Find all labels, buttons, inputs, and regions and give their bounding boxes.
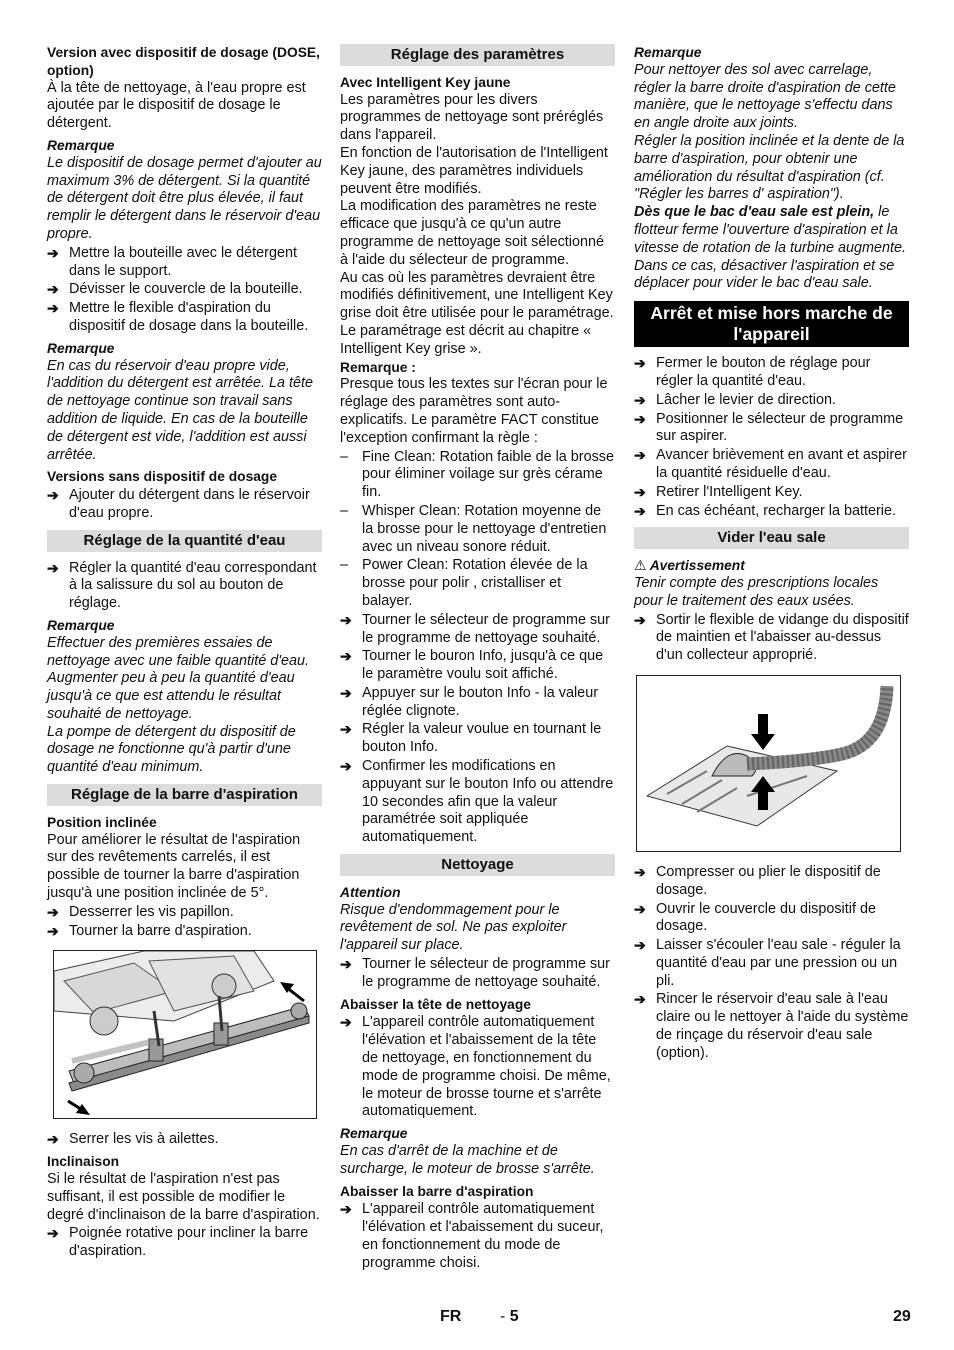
remark-text: Pour nettoyer des sol avec carrelage, régler la barre droite d'aspiration de cette manière, que le nettoyage s'effectu dans en angle droite aux joints.: [634, 61, 896, 132]
step: ➔ Régler la quantité d'eau correspondant à la salissure du sol au bouton de réglage.: [47, 559, 317, 612]
remark-heading: Remarque :: [340, 359, 416, 375]
step: ➔ Dévisser le couvercle de la bouteille.: [47, 281, 303, 298]
key-paragraph: Au cas où les paramètres devraient être modifiés définitivement, une Intelligent Key grise doit être utilisée pour le paramétrage. Le paramétrage est décrit au chapitre « Intelligent Key grise ».: [340, 269, 614, 357]
arrow-right-icon: ➔: [634, 483, 646, 500]
arrow-right-icon: ➔: [340, 648, 352, 665]
step: ➔ Régler la valeur voulue en tournant le bouton Info.: [340, 721, 602, 756]
arrow-right-icon: ➔: [340, 684, 352, 701]
squeegee-illustration: [54, 951, 316, 1118]
step: ➔ Tourner la barre d'aspiration.: [47, 922, 252, 939]
remark-text: Le dispositif de dosage permet d'ajouter au maximum 3% de détergent. Si la quantité de détergent doit être plus élevée, il faut remplir le détergent dans le réservoir d'eau propre.: [47, 154, 322, 242]
dash-item: – Whisper Clean: Rotation moyenne de la brosse pour le nettoyage d'entretien avec un niveau sonore réduit.: [340, 502, 607, 555]
section-band-params: Réglage des paramètres: [340, 44, 615, 66]
arrow-right-icon: ➔: [634, 937, 646, 954]
section-band-squeegee: Réglage de la barre d'aspiration: [47, 784, 322, 806]
section-title-stop: Arrêt et mise hors marche de l'appareil: [634, 301, 909, 347]
dash-item: – Power Clean: Rotation élevée de la brosse pour polir , cristalliser et balayer.: [340, 557, 588, 609]
attention-label: Attention: [340, 884, 401, 900]
step: ➔ Desserrer les vis papillon.: [47, 903, 234, 920]
warning-text: Tenir compte des prescriptions locales pour le traitement des eaux usées.: [634, 574, 879, 609]
nodose-heading: Versions sans dispositif de dosage: [47, 469, 278, 485]
arrow-right-icon: ➔: [47, 244, 59, 261]
tilt-heading: Inclinaison: [47, 1154, 120, 1170]
column-middle: [340, 44, 615, 1274]
step: ➔ Tourner le sélecteur de programme sur le programme de nettoyage souhaité.: [340, 956, 610, 990]
remark-text: En cas du réservoir d'eau propre vide, l'addition du détergent est arrêtée. La tête de nettoyage continue son travail sans addition de liquide. En cas de la bouteille de détergent est vide, l'addition est aussi arrêtée.: [47, 357, 313, 463]
step: ➔ En cas échéant, recharger la batterie.: [634, 502, 896, 519]
step: ➔ Fermer le bouton de réglage pour régler la quantité d'eau.: [634, 355, 871, 389]
step: ➔ Serrer les vis à ailettes.: [47, 1131, 219, 1148]
step: ➔ Retirer l'Intelligent Key.: [634, 483, 803, 500]
tilt-text: Si le résultat de l'aspiration n'est pas suffisant, il est possible de modifier le degré d'inclinaison de la barre d'aspiration.: [47, 1171, 320, 1223]
remark-text: Effectuer des premières essaies de nettoyage avec une faible quantité d'eau. Augmenter peu à peu la quantité d'eau jusqu'à ce que est attendu le résultat souhaité de nettoyage.: [47, 634, 309, 722]
attention-text: Risque d'endommagement pour le revêtement de sol. Ne pas exploiter l'appareil sur place.: [340, 901, 567, 954]
step: ➔ Tourner le bouron Info, jusqu'à ce que le paramètre voulu soit affiché.: [340, 648, 604, 683]
arrow-right-icon: ➔: [634, 611, 646, 628]
footer-page-number: - 5: [500, 1308, 519, 1325]
remark-text: En cas d'arrêt de la machine et de surcharge, le moteur de brosse s'arrête.: [340, 1143, 595, 1177]
key-paragraph: Les paramètres pour les divers programmes de nettoyage sont préréglés dans l'appareil.: [340, 91, 604, 144]
step: ➔ Ouvrir le couvercle du dispositif de dosage.: [634, 900, 876, 935]
section-band-clean: Nettoyage: [340, 854, 615, 876]
remark-text: La pompe de détergent du dispositif de dosage ne fonctionne qu'à partir d'une quantité d'eau minimum.: [47, 723, 296, 776]
arrow-right-icon: ➔: [47, 281, 59, 298]
column-right: [634, 44, 909, 1064]
arrow-right-icon: ➔: [634, 991, 646, 1008]
step: ➔ Laisser s'écouler l'eau sale - réguler la quantité d'eau par une pression ou un pli.: [634, 937, 901, 989]
dash-item: – Fine Clean: Rotation faible de la brosse pour éliminer voilage sur grès cérame fin.: [340, 448, 614, 501]
remark-label: Remarque: [340, 1126, 408, 1142]
arrow-right-icon: ➔: [340, 758, 352, 775]
step: ➔ Mettre la bouteille avec le détergent dans le support.: [47, 244, 297, 279]
step: ➔ Positionner le sélecteur de programme sur aspirer.: [634, 410, 904, 445]
dose-heading: Version avec dispositif de dosage (DOSE, option): [47, 45, 320, 78]
arrow-right-icon: ➔: [340, 1201, 352, 1218]
arrow-right-icon: ➔: [634, 355, 646, 372]
arrow-right-icon: ➔: [47, 1131, 59, 1148]
key-paragraph: La modification des paramètres ne reste efficace que jusqu'à ce qu'un autre programme de nettoyage soit sélectionné à l'aide du sélecteur de programme.: [340, 198, 604, 268]
arrow-right-icon: ➔: [47, 559, 59, 576]
arrow-right-icon: ➔: [47, 487, 59, 504]
arrow-right-icon: ➔: [340, 1014, 352, 1031]
warning-triangle-icon: ⚠: [634, 558, 647, 574]
remark-label: Remarque: [47, 340, 115, 356]
step: ➔ Poignée rotative pour incliner la barre d'aspiration.: [47, 1225, 309, 1260]
column-left: [47, 44, 322, 1262]
arrow-right-icon: ➔: [47, 1225, 59, 1242]
step: ➔ Sortir le flexible de vidange du dispositif de maintien et l'abaisser au-dessus d'un collecteur approprié.: [634, 611, 909, 664]
key-paragraph: En fonction de l'autorisation de l'Intelligent Key jaune, des paramètres individuels peuvent être modifiés.: [340, 144, 608, 197]
remark-label: Remarque: [634, 45, 702, 60]
step: ➔ Confirmer les modifications en appuyant sur le bouton Info ou attendre 10 secondes afin que la valeur paramétrée soit appliquée automatiquement.: [340, 758, 614, 846]
lower-bar-heading: Abaisser la barre d'aspiration: [340, 1183, 534, 1199]
incl-text: Pour améliorer le résultat de l'aspiration sur des revêtements carrelés, il est possible de tourner la barre d'aspiration jusqu'à une position inclinée de 5°.: [47, 831, 301, 902]
step: ➔ L'appareil contrôle automatiquement l'élévation et l'abaissement du suceur, en fonctionnement du mode de programme choisi.: [340, 1201, 604, 1271]
squeegee-figure: [53, 950, 317, 1119]
step: ➔ Rincer le réservoir d'eau sale à l'eau claire ou le nettoyer à l'aide du système de rinçage du réservoir d'eau sale (option).: [634, 991, 909, 1061]
dose-text: À la tête de nettoyage, à l'eau propre est ajoutée par le dispositif de dosage le détergent.: [47, 79, 306, 132]
arrow-right-icon: ➔: [340, 721, 352, 738]
drain-hose-illustration: [637, 676, 900, 851]
step: ➔ L'appareil contrôle automatiquement l'élévation et l'abaissement de la tête de nettoyage, en fonctionnement du mode de programme choisi. De même, le moteur de brosse tourne et s'arrête automatiquement.: [340, 1014, 611, 1120]
step: ➔ Compresser ou plier le dispositif de dosage.: [634, 863, 881, 898]
step: ➔ Mettre le flexible d'aspiration du dispositif de dosage dans la bouteille.: [47, 300, 309, 334]
warning-label: ⚠ Avertissement: [634, 558, 745, 574]
arrow-right-icon: ➔: [634, 447, 646, 464]
section-band-drain: Vider l'eau sale: [634, 527, 909, 549]
lower-head-heading: Abaisser la tête de nettoyage: [340, 996, 531, 1012]
remark-text: Presque tous les textes sur l'écran pour le réglage des paramètres sont auto-explicatifs. Le paramètre FACT constitue l'exception confirmant la règle :: [340, 376, 608, 446]
footer-language: FR: [440, 1308, 462, 1325]
step: ➔ Appuyer sur le bouton Info - la valeur réglée clignote.: [340, 684, 598, 719]
arrow-right-icon: ➔: [634, 502, 646, 519]
arrow-right-icon: ➔: [47, 922, 59, 939]
remark-text: Régler la position inclinée et la dente de la barre d'aspiration, pour obtenir une amélioration du résultat d'aspiration (cf. "Régler les barres d' aspiration").: [634, 132, 905, 203]
drain-hose-figure: [636, 675, 901, 852]
arrow-right-icon: ➔: [634, 391, 646, 408]
step: ➔ Avancer brièvement en avant et aspirer la quantité résiduelle d'eau.: [634, 447, 907, 481]
step: ➔ Ajouter du détergent dans le réservoir d'eau propre.: [47, 487, 310, 521]
arrow-right-icon: ➔: [634, 863, 646, 880]
key-heading: Avec Intelligent Key jaune: [340, 74, 511, 90]
arrow-right-icon: ➔: [47, 300, 59, 317]
remark-label: Remarque: [47, 137, 115, 153]
remark-text: Dès que le bac d'eau sale est plein, le flotteur ferme l'ouverture d'aspiration et la vitesse de rotation de la turbine augmente. Dans ce cas, désactiver l'aspiration et se déplacer pour vider le bac d'eau sale.: [634, 204, 906, 292]
step: ➔ Tourner le sélecteur de programme sur le programme de nettoyage souhaité.: [340, 611, 610, 646]
arrow-right-icon: ➔: [634, 410, 646, 427]
arrow-right-icon: ➔: [340, 611, 352, 628]
section-band-water: Réglage de la quantité d'eau: [47, 530, 322, 552]
incl-heading: Position inclinée: [47, 814, 157, 830]
arrow-right-icon: ➔: [47, 903, 59, 920]
arrow-right-icon: ➔: [634, 900, 646, 917]
remark-label: Remarque: [47, 617, 115, 633]
arrow-right-icon: ➔: [340, 956, 352, 973]
footer-sheet-number: 29: [893, 1308, 911, 1325]
step: ➔ Lâcher le levier de direction.: [634, 391, 836, 408]
